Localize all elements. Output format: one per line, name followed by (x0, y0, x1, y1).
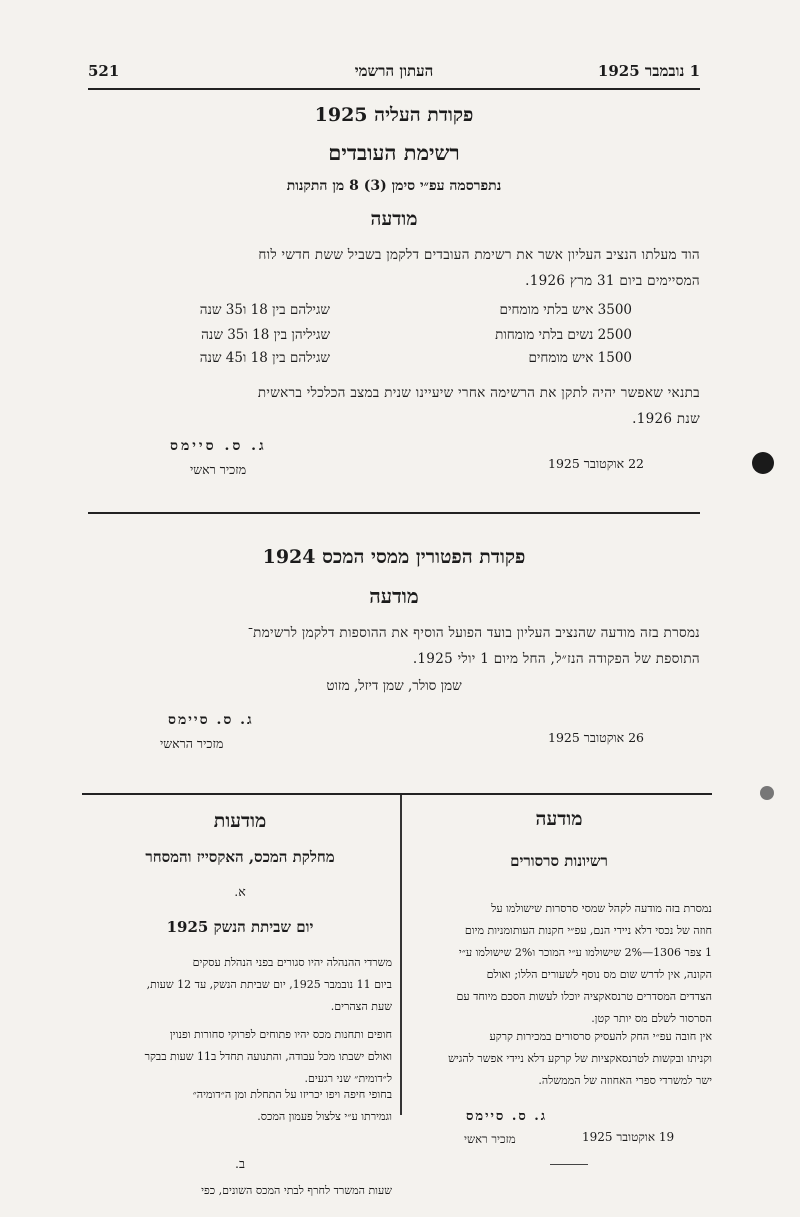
right-p2-line: אין חובה עפ״י החק להעסיק סרסורים במכירות קרקע (489, 1030, 712, 1043)
left-p1-line: ביום 11 נובמבר 1925, יום שביתת הנשק, עד 12 שעות, (146, 978, 392, 991)
binding-hole-mark (760, 786, 774, 800)
left-p3-line: וגמירתו ע״י צלצול פעמון המכס. (257, 1110, 392, 1123)
right-p1-line: הסרסור לשלם מס יותר קטן. (591, 1012, 712, 1025)
sec1-p1-line2: המסיימים ביום 31 מרץ 1926. (525, 273, 700, 289)
right-p2-line: ישר למשרדי ספרי האחוזה של הממשלה. (538, 1074, 712, 1087)
left-p3-line: בחופי חיפה ויפו יכריזו על התחלת ומן ה״דומיה״ (192, 1088, 392, 1101)
page-number: 521 (88, 62, 120, 80)
sec1-notice: מודעה (370, 208, 418, 230)
left-p1-line: שעת הצהרים. (330, 1000, 392, 1013)
right-col-date: 19 אוקטובר 1925 (582, 1130, 675, 1144)
left-col-paragraph-1 (88, 952, 392, 1018)
right-col-paragraph-1 (412, 898, 712, 1030)
sec1-title: פקודת העליה 1925 (314, 104, 474, 126)
sec1-row-ages-3: שגילהם בין 18 ו45 שנה (199, 350, 330, 366)
page-header (88, 58, 700, 84)
right-p1-line: הצדדים המסדרים טרנסאקציה יוכלו לעשות הסכם מיוחד עם (456, 990, 712, 1003)
sec1-published: נתפרסמה עפ״י סימן (3) 8 מן התקנות (286, 178, 502, 194)
left-col-title: מודעות (213, 810, 267, 832)
right-p1-line: נמסרת בזה מודעה לקהל שמסי סרסרות שישולמו על (491, 902, 712, 915)
sec1-paragraph-2 (112, 380, 700, 432)
right-col-signer: ג. ס. סיימס (466, 1109, 548, 1124)
sec1-p2-line2: שנת 1926. (632, 411, 700, 427)
left-col-section-a: א. (234, 884, 246, 899)
sec1-p2-line1: בתנאי שאפשר יהיה לתקן את הרשימה אחרי שיעיינו שנית במצב הכלכלי בראשית (257, 385, 700, 401)
left-col-paragraph-3 (88, 1084, 392, 1128)
right-col-end-rule (550, 1164, 588, 1165)
binding-hole-mark (752, 452, 774, 474)
left-p2-line: ל״דומית״ שני רגעים. (304, 1072, 392, 1085)
right-p1-line: 1 צפר 1306—2% שישולמו ע״י המוכר ו2% שישולמו ע״י (458, 946, 712, 959)
sec1-row-ages-1: שגילהם בין 18 ו35 שנה (199, 302, 330, 318)
sec2-date: 26 אוקטובר 1925 (548, 730, 644, 745)
sec1-row-ages-2: שגיליהן בין 18 ו35 שנה (201, 327, 330, 343)
column-separator (400, 795, 402, 1115)
issue-date: 1 נובמבר 1925 (597, 62, 700, 80)
right-col-subtitle: רשיונות סרסורים (510, 852, 608, 870)
left-p1-line: משרדי ההנהלה יהיו סגורים בפני הנהלת עסקים (192, 956, 392, 969)
sec2-line1: נמסרת בזה מודעה שהנציב העליון בועד הפועל הוסיף את ההוספות דלקמן לרשימת־ (247, 625, 700, 641)
sec1-row-count-3: 1500 איש מומחים (528, 350, 632, 366)
right-col-paragraph-2 (412, 1026, 712, 1092)
header-rule (88, 88, 700, 90)
gazette-name: העתון הרשמי (354, 62, 434, 80)
left-col-heading: יום שביתת הנשק 1925 (166, 918, 314, 936)
sec2-title: פקודת הפטורין ממסי המכס 1924 (262, 546, 526, 568)
sec1-row-count-2: 2500 נשים בלתי מומחות (495, 327, 632, 343)
right-p1-line: הקונה, אין לדרש שום מס נוסף לשעורים הללו; ואולם (486, 968, 712, 981)
right-p1-line: חוזה של נכסי דלא ניידי הנם, עפ״י חקנות העותומניות מיום (464, 924, 712, 937)
left-col-last-line: שעות המשרד לחרף לבתי המכס השונים, כפי (201, 1184, 392, 1197)
right-col-signer-title: מזכיר ראשי (464, 1132, 516, 1146)
right-col-title: מודעה (535, 808, 583, 830)
left-p2-line: ואולם ישבתו מכל עבודה, והתנועה תחדל ב11 שעות בבקר (144, 1050, 392, 1063)
sec2-notice: מודעה (369, 584, 419, 608)
sec1-paragraph-1 (112, 242, 700, 294)
sec1-p1-line1: הוד מעלתו הנציב העליון אשר את רשימת העובדים דלקמן בשביל ששת חדשי לוח (258, 247, 700, 263)
left-col-paragraph-2 (88, 1024, 392, 1090)
left-p2-line: חופים ותחנות מכס יהיו פתוחים לפרוקי סחורות ופנוין (169, 1028, 392, 1041)
columns-top-rule (82, 793, 712, 795)
right-p2-line: וקניתו ובקשות לטרנסאקציות של קרקע דלא ניידי אפשר להגיש (448, 1052, 712, 1065)
sec2-paragraph (112, 620, 700, 672)
sec2-signer-title: מזכיר הראשי (160, 736, 224, 751)
sec1-row-count-1: 3500 איש בלתי מומחים (499, 302, 632, 318)
sec2-items: שמן סולר, שמן דיזל, מזוט (326, 678, 462, 694)
sec1-signer-title: מזכיר ראשי (190, 462, 247, 477)
sec1-date: 22 אוקטובר 1925 (548, 456, 644, 471)
sec1-subtitle: רשימת העובדים (328, 140, 460, 165)
left-col-section-b: ב. (235, 1156, 245, 1171)
sec2-signer: ג. ס. סיימס (168, 712, 254, 728)
sec2-line2: התוספת של הפקודה הנז״ל, החל מיום 1 יולי 1925. (412, 651, 700, 667)
sec1-signer: ג. ס. סיימס (170, 438, 267, 454)
left-col-department: מחלקת המכס, האקסייז והמסחר (145, 848, 335, 866)
section-divider-1 (88, 512, 700, 514)
